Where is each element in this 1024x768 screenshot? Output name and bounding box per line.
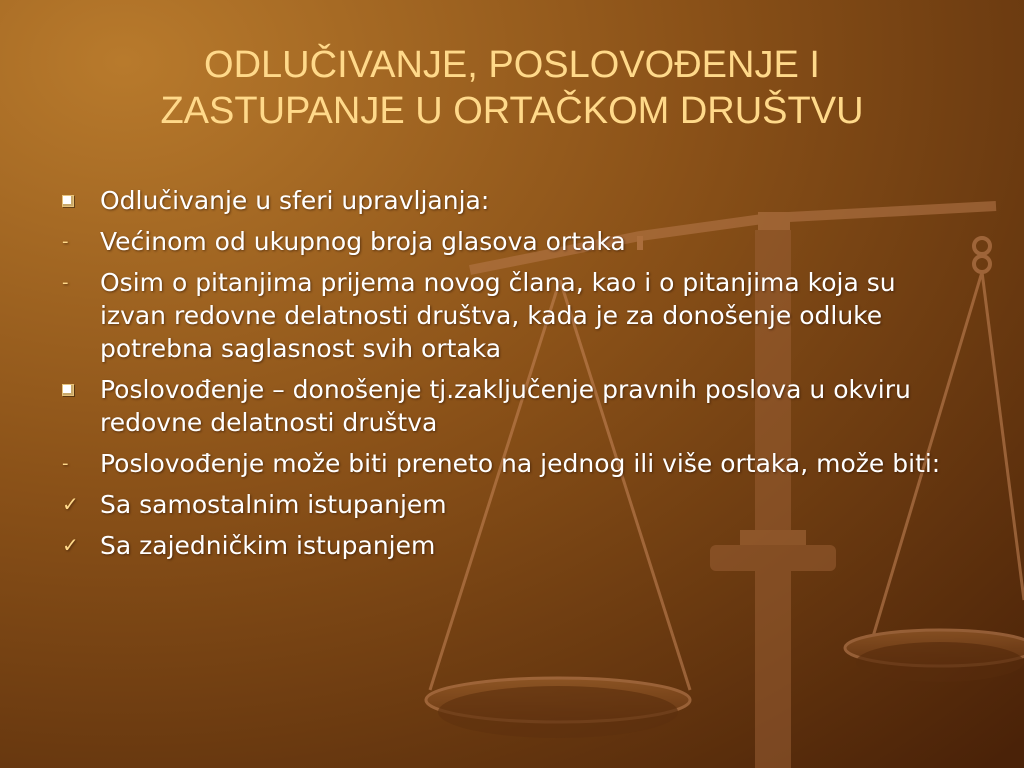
- bullet-list: [60, 184, 960, 570]
- list-item: [60, 225, 960, 258]
- list-item-text: Odlučivanje u sferi upravljanja:: [100, 186, 490, 215]
- square-icon: [62, 373, 92, 406]
- checkmark-icon: ✓: [62, 533, 79, 557]
- list-item-text: Osim o pitanjima prijema novog člana, kao i o pitanjima koja su izvan redovne delatnosti društva, kada je za donošenje odluke potrebna saglasnost svih ortaka: [100, 268, 896, 363]
- list-item-text: Sa zajedničkim istupanjem: [100, 531, 436, 560]
- list-item-text: Sa samostalnim istupanjem: [100, 490, 447, 519]
- list-item-text: Većinom od ukupnog broja glasova ortaka: [100, 227, 626, 256]
- dash-icon: -: [62, 272, 69, 293]
- dash-icon: -: [62, 453, 69, 474]
- list-item: [60, 184, 960, 217]
- list-item-text: Poslovođenje – donošenje tj.zaključenje pravnih poslova u okviru redovne delatnosti društva: [100, 375, 911, 437]
- list-item: [60, 373, 960, 439]
- slide-title-line: ZASTUPANJE U ORTAČKOM DRUŠTVU: [160, 90, 864, 132]
- list-item-text: Poslovođenje može biti preneto na jednog ili više ortaka, može biti:: [100, 449, 941, 478]
- slide-title: [40, 42, 984, 134]
- dash-icon: -: [62, 231, 69, 252]
- checkmark-icon: ✓: [62, 492, 79, 516]
- list-item: [60, 488, 960, 521]
- list-item: [60, 529, 960, 562]
- square-icon: [62, 184, 92, 217]
- list-item: [60, 447, 960, 480]
- list-item: [60, 266, 960, 365]
- slide-title-line: ODLUČIVANJE, POSLOVOĐENJE I: [204, 44, 820, 86]
